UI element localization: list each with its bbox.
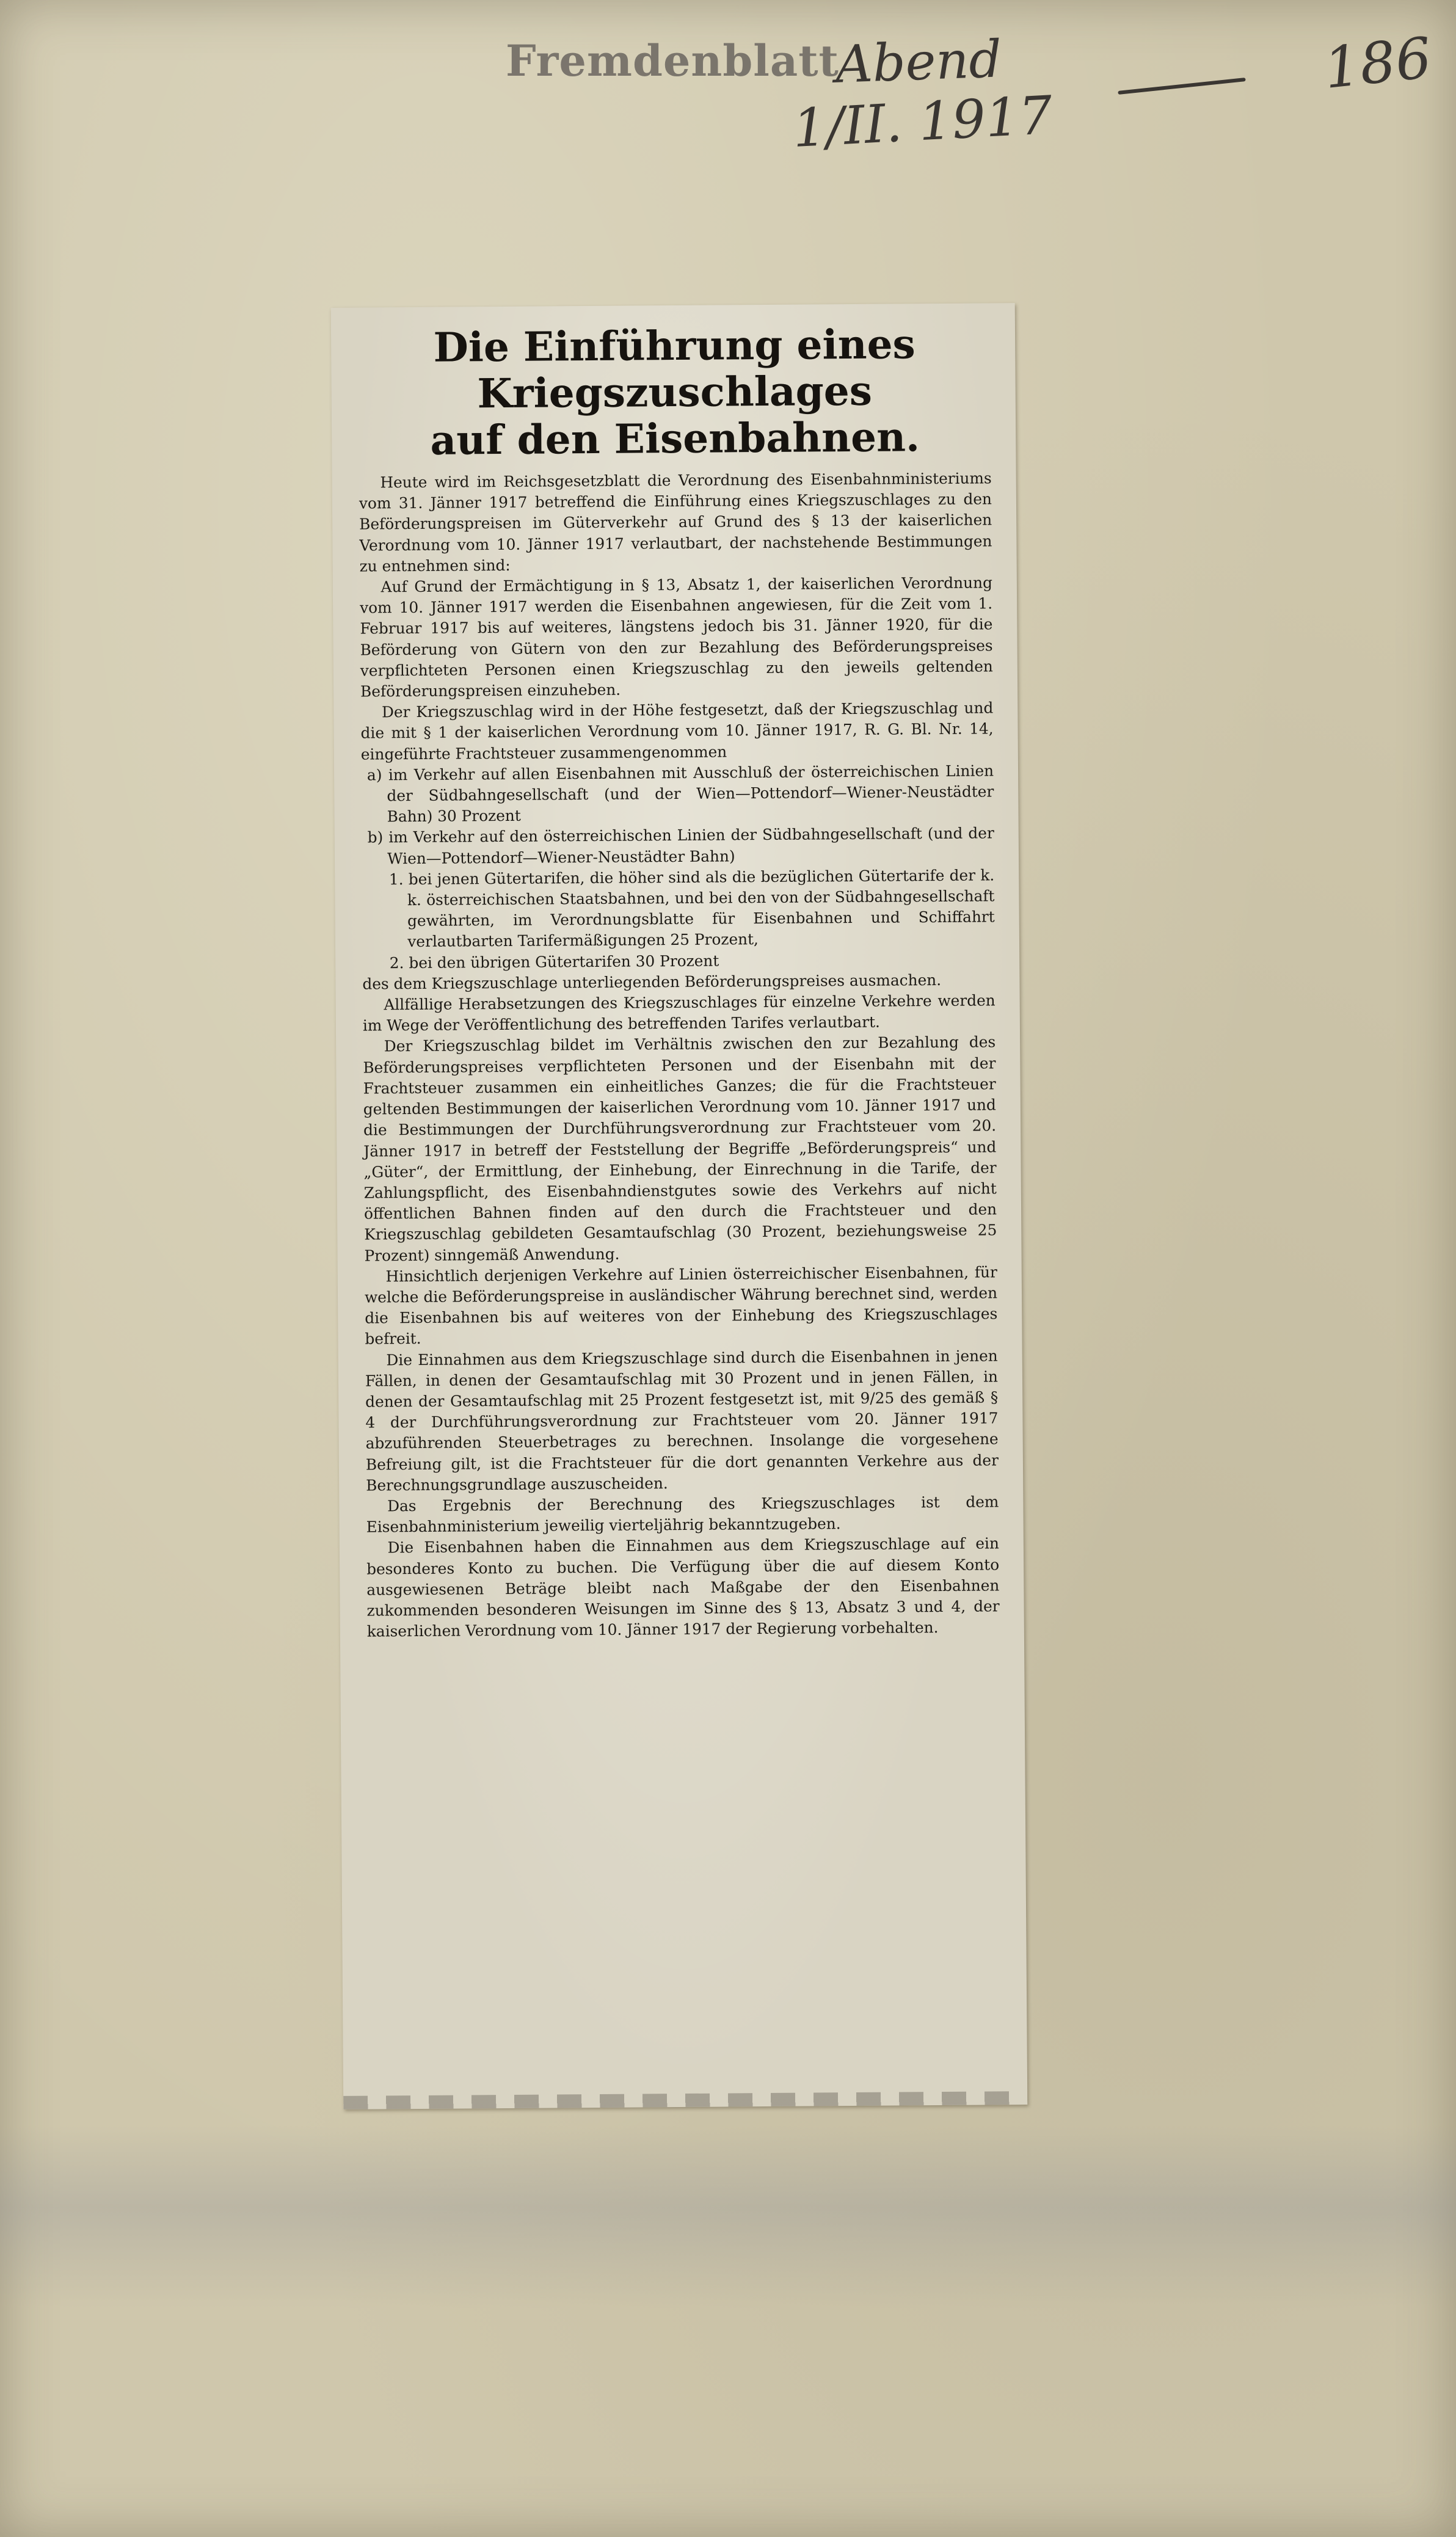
article-paragraph: Heute wird im Reichsgesetzblatt die Verordnung des Eisenbahnministeriums vom 31. Jänner 1917 betreffend die Einführung eines Kriegszuschlages zu den Beförderungspreisen im Güterverkehr auf Grund des § 13 der kaiserlichen Verordnung vom 10. Jänner 1917 verlautbart, der nachstehende Bestimmungen zu entnehmen sind: <box>359 469 992 575</box>
handwritten-folio-number: 186 <box>1320 25 1435 101</box>
handwritten-edition: Abend <box>834 29 1003 95</box>
article-paragraph: Die Eisenbahnen haben die Einnahmen aus dem Kriegszuschlage auf ein besonderes Konto zu buchen. Die Verfügung über die auf diesem Konto ausgewiesenen Beträge bleibt nach Maßgabe der den Eisenbahnen zukommenden besonderen Weisungen im Sinne des § 13, Absatz 3 und 4, der kaiserlichen Verordnung vom 10. Jänner 1917 der Regierung vorbehalten. <box>366 1534 1000 1640</box>
article-paragraph: Die Einnahmen aus dem Kriegszuschlage sind durch die Eisenbahnen in jenen Fällen, in denen der Gesamtaufschlag mit 30 Prozent und in jenen Fällen, in denen der Gesamtaufschlag mit 25 Prozent festgesetzt ist, mit 9/25 des gemäß § 4 der Durchführungsverordnung zur Frachtsteuer vom 20. Jänner 1917 abzuführenden Steuerbetrages zu berechnen. Insolange die vorgesehene Befreiung gilt, ist die Frachtsteuer für die dort genannten Verkehre aus der Berechnungsgrundlage auszuscheiden. <box>365 1346 999 1494</box>
scan-artifact <box>0 2125 1456 2309</box>
headline-line: auf den Eisenbahnen. <box>430 413 920 464</box>
article-paragraph: 2. bei den übrigen Gütertarifen 30 Prozent <box>389 952 719 972</box>
article-paragraph: Allfällige Herabsetzungen des Kriegszuschlages für einzelne Verkehre werden im Wege der Veröffentlichung des betreffenden Tarifes verlautbart. <box>362 991 996 1035</box>
article-paragraph: des dem Kriegszuschlage unterliegenden Beförderungspreises ausmachen. <box>362 970 942 993</box>
article-paragraph: Das Ergebnis der Berechnung des Kriegszuschlages ist dem Eisenbahnministerium jeweilig vierteljährig bekanntzugeben. <box>366 1493 999 1536</box>
article-paragraph: a) im Verkehr auf allen Eisenbahnen mit Ausschluß der österreichischen Linien der Südbahngesellschaft (und der Wien—Pottendorf—Wiener-Neustädter Bahn) 30 Prozent <box>366 762 994 826</box>
article-paragraph: Der Kriegszuschlag bildet im Verhältnis zwischen den zur Bezahlung des Beförderungspreises verpflichteten Personen und der Eisenbahn mit der Frachtsteuer zusammen ein einheitliches Ganzes; die für die Frachtsteuer geltenden Bestimmungen der kaiserlichen Verordnung vom 10. Jänner 1917 und die Bestimmungen der Durchführungsverordnung zur Frachtsteuer vom 20. Jänner 1917 in betreff der Feststellung der Begriffe „Beförderungspreis“ und „Güter“, der Ermittlung, der Einhebung, der Einrechnung in die Tarife, der Zahlungspflicht, des Eisenbahndienstgutes sowie des Verkehrs auf nicht öffentlichen Bahnen finden auf den durch die Frachtsteuer und den Kriegszuschlag gebildeten Gesamtaufschlag (30 Prozent, beziehungsweise 25 Prozent) sinngemäß Anwendung. <box>363 1033 997 1265</box>
headline-line: Die Einführung eines Kriegszuschlages <box>433 320 915 418</box>
article-paragraph: Der Kriegszuschlag wird in der Höhe festgesetzt, daß der Kriegszuschlag und die mit § 1 der kaiserlichen Verordnung vom 10. Jänner 1917, R. G. Bl. Nr. 14, eingeführte Frachtsteuer zusammengenommen <box>360 699 994 763</box>
cut-off-line <box>343 2091 1027 2109</box>
newspaper-stamp: Fremdenblatt <box>506 35 839 86</box>
article-headline <box>358 320 992 464</box>
handwritten-date: 1/II. 1917 <box>791 84 1054 160</box>
article-paragraph: b) im Verkehr auf den österreichischen Linien der Südbahngesellschaft (und der Wien—Pottendorf—Wiener-Neustädter Bahn) <box>367 824 994 867</box>
newspaper-clipping <box>331 303 1028 2109</box>
article-body <box>359 468 1000 1642</box>
article-paragraph: Hinsichtlich derjenigen Verkehre auf Linien österreichischer Eisenbahnen, für welche die Beförderungspreise in ausländischer Währung berechnet sind, werden die Eisenbahnen bis auf weiteres von der Einhebung des Kriegszuschlages befreit. <box>364 1263 998 1348</box>
article-paragraph: 1. bei jenen Gütertarifen, die höher sind als die bezüglichen Gütertarife der k. k. österreichischen Staatsbahnen, und bei den von der Südbahngesellschaft gewährten, im Verordnungsblatte für Eisenbahnen und Schiffahrt verlautbarten Tarifermäßigungen 25 Prozent, <box>388 866 995 951</box>
article-paragraph: Auf Grund der Ermächtigung in § 13, Absatz 1, der kaiserlichen Verordnung vom 10. Jänner 1917 werden die Eisenbahnen angewiesen, für die Zeit vom 1. Februar 1917 bis auf weiteres, längstens jedoch bis 31. Jänner 1920, für die Beförderung von Gütern von den zur Bezahlung des Beförderungspreises verpflichteten Personen einen Kriegszuschlag zu den jeweils geltenden Beförderungspreisen einzuheben. <box>360 573 993 701</box>
handwritten-stroke <box>1118 78 1245 95</box>
